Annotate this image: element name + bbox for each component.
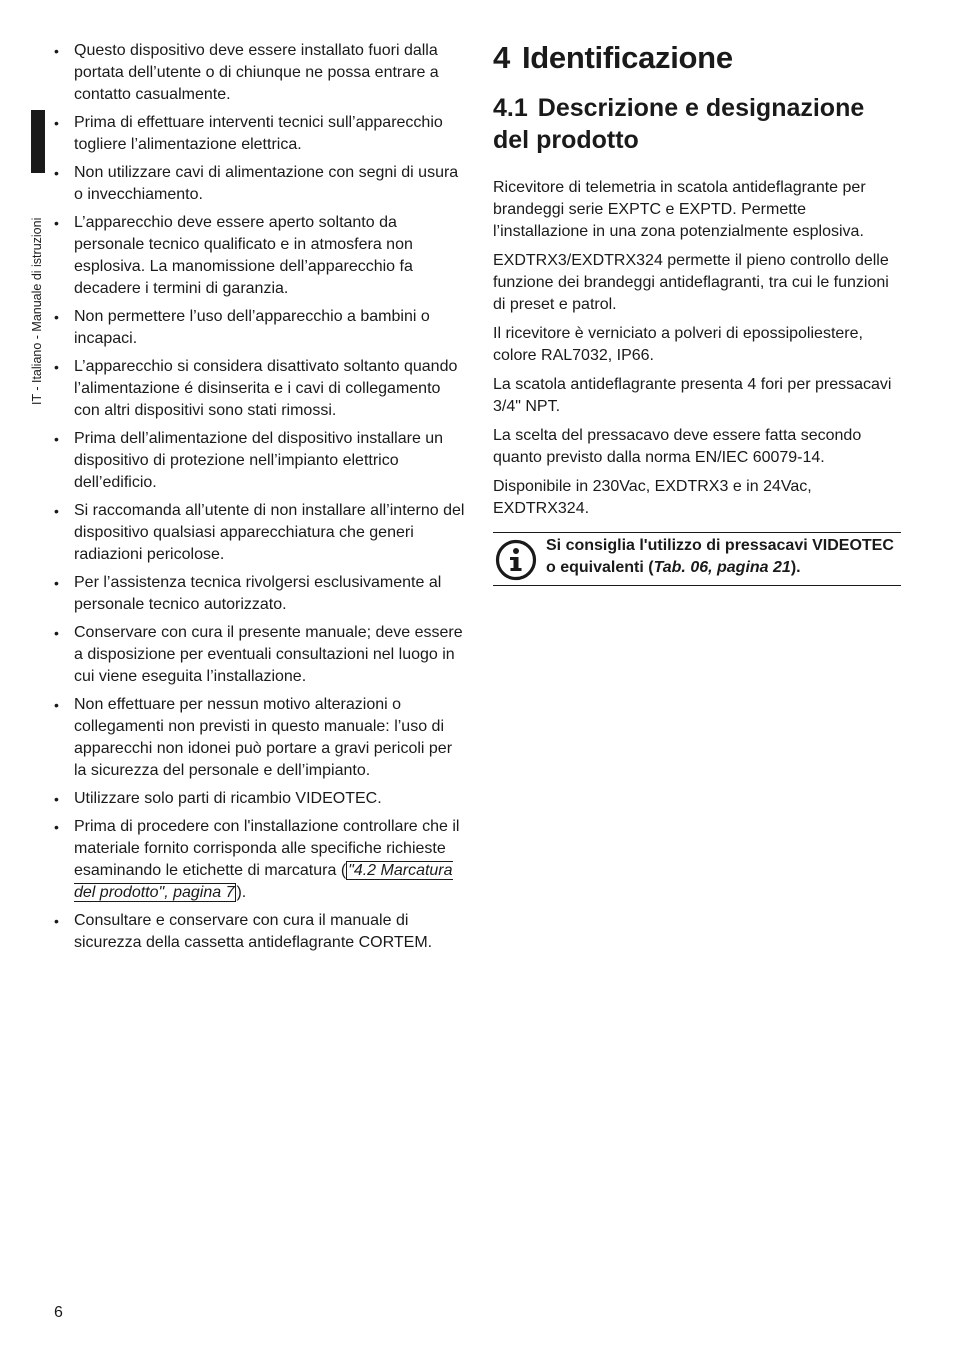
- bullet-dot: •: [54, 165, 59, 181]
- bullet-dot: •: [54, 359, 59, 375]
- bullet-text: Prima di effettuare interventi tecnici sull’apparecchio togliere l’alimentazione elettrica.: [74, 114, 443, 153]
- bullet-dot: •: [54, 115, 59, 131]
- bullet-dot: •: [54, 215, 59, 231]
- bullet-item: [52, 816, 467, 904]
- subsection-title: Descrizione e designazione del prodotto: [493, 94, 865, 154]
- info-note-text: [546, 535, 901, 579]
- bullet-dot: •: [54, 697, 59, 713]
- bullet-item: [52, 212, 467, 300]
- info-note: [493, 532, 901, 586]
- bullet-item: [52, 622, 467, 688]
- bullet-item: [52, 788, 467, 810]
- bullet-text: Non permettere l’uso dell’apparecchio a bambini o incapaci.: [74, 308, 430, 347]
- bullet-dot: •: [54, 503, 59, 519]
- side-tab-marker: [31, 110, 45, 173]
- bullet-dot: •: [54, 575, 59, 591]
- bullet-item: [52, 910, 467, 954]
- left-column: [52, 40, 467, 960]
- bullet-text: Per l’assistenza tecnica rivolgersi esclusivamente al personale tecnico autorizzato.: [74, 574, 442, 613]
- bullet-item: [52, 572, 467, 616]
- bullet-dot: •: [54, 819, 59, 835]
- bullet-item: [52, 306, 467, 350]
- safety-bullet-list: [52, 40, 467, 954]
- page-number: 6: [54, 1304, 63, 1321]
- bullet-text: L’apparecchio deve essere aperto soltanto da personale tecnico qualificato e in atmosfera non esplosiva. La manomissione dell’apparecchio fa decadere i termini di garanzia.: [74, 214, 413, 297]
- description-paragraph: Il ricevitore è verniciato a polveri di epossipoliestere, colore RAL7032, IP66.: [493, 325, 863, 364]
- bullet-item: [52, 500, 467, 566]
- description-paragraph: La scelta del pressacavo deve essere fatta secondo quanto previsto dalla norma EN/IEC 60079-14.: [493, 427, 862, 466]
- section-title: Identificazione: [521, 40, 733, 75]
- bullet-text: Non utilizzare cavi di alimentazione con segni di usura o invecchiamento.: [74, 164, 459, 203]
- bullet-item: [52, 428, 467, 494]
- bullet-dot: •: [54, 309, 59, 325]
- bullet-text: L’apparecchio si considera disattivato soltanto quando l’alimentazione é disinserita e i cavi di collegamento con altri dispositivi sono stati rimossi.: [74, 358, 458, 419]
- bullet-text: Non effettuare per nessun motivo alterazioni o collegamenti non previsti in questo manuale: l’uso di apparecchi non idonei può portare a gravi pericoli per la sicurezza del personale e dell’impianto.: [74, 696, 453, 779]
- bullet-dot: •: [54, 791, 59, 807]
- info-icon: [495, 539, 537, 581]
- description-paragraphs: [493, 177, 901, 520]
- section-heading: [493, 40, 901, 76]
- bullet-text: Consultare e conservare con cura il manuale di sicurezza della cassetta antideflagrante CORTEM.: [74, 912, 433, 951]
- description-paragraph: EXDTRX3/EXDTRX324 permette il pieno controllo delle funzione dei brandeggi antideflagranti, tra cui le funzioni di preset e patrol.: [493, 252, 889, 313]
- bullet-text: Prima di procedere con l'installazione controllare che il materiale fornito corrisponda alle specifiche richieste esaminando le etichette di marcatura (: [74, 818, 460, 879]
- bullet-dot: •: [54, 431, 59, 447]
- note-text-before: Si consiglia l'utilizzo di pressacavi VIDEOTEC o equivalenti (: [546, 537, 894, 576]
- bullet-text: Prima dell’alimentazione del dispositivo installare un dispositivo di protezione nell’impianto elettrico dell’edificio.: [74, 430, 444, 491]
- subsection-heading: [493, 92, 901, 156]
- description-paragraph: Ricevitore di telemetria in scatola antideflagrante per brandeggi serie EXPTC e EXPTD. Permette l’installazione in una zona potenzialmente esplosiva.: [493, 179, 866, 240]
- description-paragraph: La scatola antideflagrante presenta 4 fori per pressacavi 3/4" NPT.: [493, 376, 892, 415]
- bullet-item: [52, 356, 467, 422]
- description-paragraph: Disponibile in 230Vac, EXDTRX3 e in 24Vac, EXDTRX324.: [493, 478, 812, 517]
- side-language-label: IT - Italiano - Manuale di istruzioni: [30, 217, 44, 405]
- subsection-number: 4.1: [493, 94, 528, 122]
- bullet-item: [52, 694, 467, 782]
- bullet-dot: •: [54, 43, 59, 59]
- section-number: 4: [493, 40, 510, 75]
- bullet-item: [52, 162, 467, 206]
- note-table-reference[interactable]: Tab. 06, pagina 21: [653, 559, 791, 576]
- bullet-text: Utilizzare solo parti di ricambio VIDEOTEC.: [74, 790, 382, 807]
- bullet-dot: •: [54, 913, 59, 929]
- note-text-after: ).: [790, 559, 801, 576]
- bullet-item: [52, 112, 467, 156]
- bullet-item: [52, 40, 467, 106]
- bullet-text-end: ).: [236, 884, 247, 901]
- bullet-dot: •: [54, 625, 59, 641]
- right-column: [493, 40, 901, 586]
- bullet-text: Si raccomanda all’utente di non installare all’interno del dispositivo qualsiasi apparecchiatura che generi radiazioni pericolose.: [74, 502, 465, 563]
- bullet-text: Questo dispositivo deve essere installato fuori dalla portata dell’utente o di chiunque ne possa entrare a contatto casualmente.: [74, 42, 439, 103]
- cross-reference-link[interactable]: "4.2 Marcatura del prodotto", pagina 7: [74, 862, 453, 901]
- bullet-text: Conservare con cura il presente manuale; deve essere a disposizione per eventuali consultazioni nel luogo in cui viene eseguita l’installazione.: [74, 624, 463, 685]
